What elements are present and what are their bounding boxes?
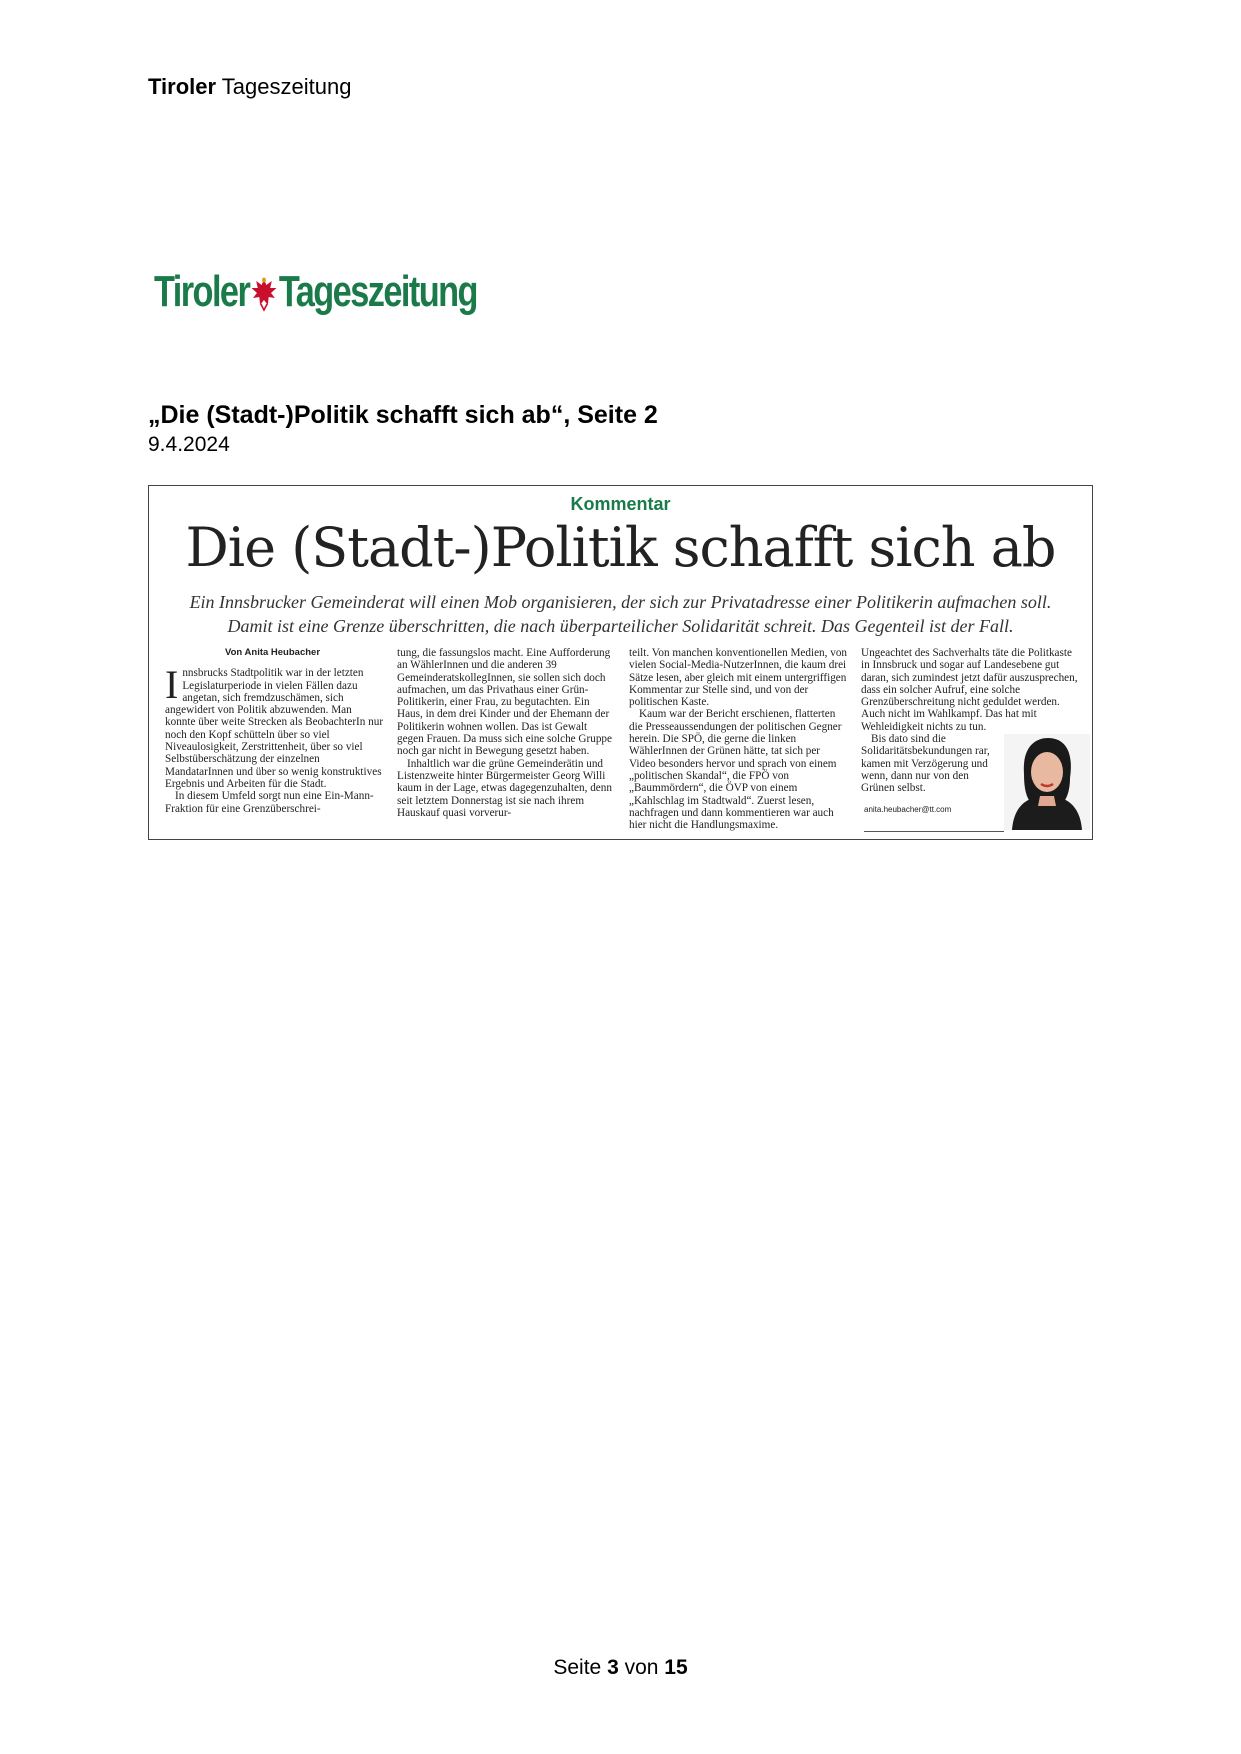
article-headline: Die (Stadt-)Politik schafft sich ab — [185, 516, 1056, 579]
page-number — [0, 1656, 1241, 1680]
author-portrait — [1004, 734, 1090, 830]
tyrol-eagle-icon — [251, 276, 278, 312]
article-lead: Ein Innsbrucker Gemeinderat will einen Mob organisieren, der sich zur Privatadresse einer Politikerin aufmachen soll. Damit ist eine Grenze überschritten, die nach überparteilicher Solidarität schreit. Das Gegenteil ist der Fall. — [189, 592, 1052, 636]
divider — [864, 831, 1004, 832]
header-brand — [148, 74, 351, 100]
article-column-1 — [165, 647, 384, 837]
article-clipping — [148, 485, 1093, 840]
document-title: „Die (Stadt-)Politik schafft sich ab“, Seite 2 — [148, 401, 658, 429]
article-byline: Von Anita Heubacher — [225, 647, 321, 658]
col4-paragraph-1: Ungeachtet des Sachverhalts täte die Politkaste in Innsbruck und sogar auf Landesebene gut daran, sich zumindest jetzt dafür auszusprechen, dass ein solcher Aufruf, eine solche Grenzüberschreitung nicht geduldet werden. Auch nicht im Wahlkampf. Das hat mit Wehleidigkeit nichts zu tun. — [861, 647, 1078, 733]
article-column-3 — [629, 647, 848, 837]
author-email: anita.heubacher@tt.com — [864, 805, 952, 814]
logo-word-right: Tageszeitung — [278, 267, 477, 316]
article-kicker: Kommentar — [570, 494, 671, 514]
page-number-middle: von — [624, 1656, 659, 1679]
header-brand-bold: Tiroler — [148, 74, 217, 99]
dropcap: I — [165, 662, 179, 708]
newspaper-logo — [154, 262, 568, 322]
logo-wordmark — [154, 267, 477, 317]
col1-paragraph-1: nnsbrucks Stadtpolitik war in der letzten Legislaturperiode in vielen Fällen dazu angetan, sich fremdzuschämen, sich angewidert von Politik abzuwenden. Man konnte über weite Strecken als BeobachterIn nur noch den Kopf schütteln über so viel Niveaulosigkeit, Zerstrittenheit, über so viel Selbstüberschätzung der einzelnen MandatarInnen und über so wenig konstruktives Ergebnis und Arbeiten für die Stadt. — [165, 667, 384, 790]
col1-paragraph-2: In diesem Umfeld sorgt nun eine Ein-Mann-Fraktion für eine Grenzüberschrei- — [165, 790, 374, 815]
page-number-current: 3 — [607, 1656, 619, 1679]
header-brand-regular: Tageszeitung — [221, 74, 352, 99]
col4-paragraph-2: Bis dato sind die Solidaritätsbekundungen rar, kamen mit Verzögerung und wenn, dann nur von den Grünen selbst. — [861, 733, 990, 795]
col3-paragraph-2: Kaum war der Bericht erschienen, flatterten die Presseaussendungen der politischen Gegner herein. Die SPÖ, die gerne die linken WählerInnen der Grünen hätte, tat sich per Video besonders hervor und sprach von einem „politischen Skandal“, die FPÖ von „Baummördern“, die ÖVP von einem „Kahlschlag im Stadtwald“. Zuerst lesen, nachfragen und dann kommentieren war auch hier nicht die Handlungsmaxime. — [629, 708, 842, 832]
page-number-prefix: Seite — [553, 1656, 602, 1679]
document-date: 9.4.2024 — [148, 433, 230, 456]
article-column-2 — [397, 647, 616, 837]
col3-paragraph-1: teilt. Von manchen konventionellen Medien, von vielen Social-Media-NutzerInnen, die kaum drei Sätze lesen, aber gleich mit einem untergriffigen Kommentar zur Stelle sind, und von der politischen Kaste. — [629, 647, 848, 709]
page-number-total: 15 — [664, 1656, 688, 1679]
logo-word-left: Tiroler — [154, 267, 250, 316]
col2-paragraph-2: Inhaltlich war die grüne Gemeinderätin und Listenzweite hinter Bürgermeister Georg Willi kaum in der Lage, etwas dagegenzuhalten, denn seit letztem Donnerstag ist sie nach ihrem Hauskauf quasi vorverur- — [397, 757, 612, 819]
col2-paragraph-1: tung, die fassungslos macht. Eine Aufforderung an WählerInnen und die anderen 39 GemeinderatskollegInnen, sie sollen sich doch aufmachen, um das Privathaus einer Grün-Politikerin, einer Frau, zu begutachten. Ein Haus, in dem drei Kinder und der Ehemann der Politikerin wohnen wollen. Das ist Gewalt gegen Frauen. Da muss sich eine solche Gruppe noch gar nicht in Bewegung gesetzt haben. — [397, 647, 612, 758]
